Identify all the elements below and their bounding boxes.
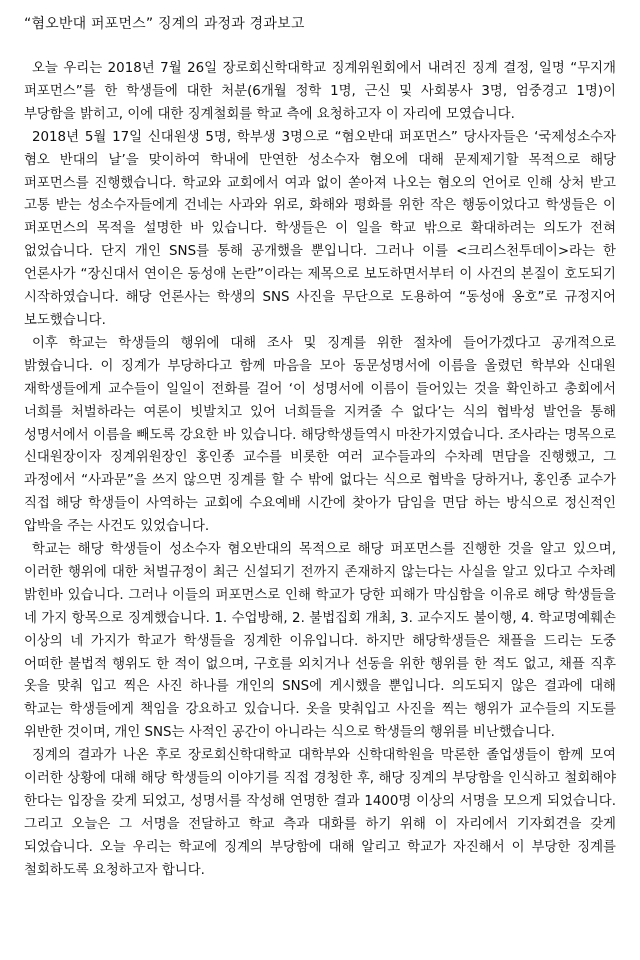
paragraph-background: 2018년 5월 17일 신대원생 5명, 학부생 3명으로 “혐오반대 퍼포먼스” 당사자들은 ‘국제성소수자 혐오 반대의 날’을 맞이하여 학내에 만연한 성소수자 혐오에 대해 문제제기할 목적으로 해당 퍼포먼스를 진행했습니다. 학교와 교회에서 여과 없이 쏟아져 나오는 혐오의 언어로 인해 상처 받고 고통 받는 성소수자들에게 건네는 사과와 위로, 화해와 평화를 위한 작은 행동이었다고 학생들은 이 퍼포먼스의 목적을 설명한 바 있습니다. 학생들은 이 일을 학교 밖으로 확대하려는 의도가 전혀 없었습니다. 단지 개인 SNS를 통해 공개했을 뿐입니다. 그러나 이를 <크리스천투데이>라는 한 언론사가 “장신대서 연이은 동성애 논란”이라는 제목으로 보도하면서부터 이 사건의 본질이 호도되기 시작하였습니다. 해당 언론사는 학생의 SNS 사진을 무단으로 도용하여 “동성애 옹호”로 규정지어 보도했습니다. xyxy=(24,129,616,328)
document-title: “혐오반대 퍼포먼스” 징계의 과정과 경과보고 xyxy=(24,16,305,32)
paragraph-investigation: 이후 학교는 학생들의 행위에 대해 조사 및 징계를 위한 절차에 들어가겠다고 공개적으로 밝혔습니다. 이 징계가 부당하다고 함께 마음을 모아 동문성명서에 이름을 올렸던 학부와 신대원 재학생들에게 교수들이 일일이 전화를 걸어 ‘이 성명서에 이름이 들어있는 것을 확인하고 총회에서 너희를 처벌하라는 여론이 빗발치고 있어 너희들을 지켜줄 수 없다’는 식의 협박성 발언을 통해 성명서에서 이름을 빼도록 강요한 바 있습니다. 해당학생들역시 마찬가지였습니다. 조사라는 명목으로 신대원장이자 징계위원장인 홍인종 교수를 비롯한 여러 교수들과의 수차례 면담을 진행했고, 그 과정에서 “사과문”을 쓰지 않으면 징계를 할 수 밖에 없다는 식으로 협박을 당하거나, 홍인종 교수가 직접 해당 학생들이 사역하는 교회에 수요예배 시간에 찾아가 담임을 면담 하는 방식으로 정신적인 압박을 주는 사건도 있었습니다. xyxy=(24,335,616,535)
paragraph-disciplinary-reasons: 학교는 해당 학생들이 성소수자 혐오반대의 목적으로 해당 퍼포먼스를 진행한 것을 알고 있으며, 이러한 행위에 대한 처벌규정이 최근 신설되기 전까지 존재하지 않는다는 사실을 알고 있다고 수차례 밝힌바 있습니다. 그러나 이들의 퍼포먼스로 인해 학교가 당한 피해가 막심함을 이유로 해당 학생들을 네 가지 항목으로 징계했습니다. 1. 수업방해, 2. 불법집회 개최, 3. 교수지도 불이행, 4. 학교명예훼손 이상의 네 가지가 학교가 학생들을 징계한 이유입니다. 하지만 해당학생들은 채플을 드리는 도중 어떠한 불법적 행위도 한 적이 없으며, 구호를 외치거나 선동을 위한 행위를 한 적도 없고, 채플 직후 옷을 맞춰 입고 찍은 사진 하나를 개인의 SNS에 게시했을 뿐입니다. 의도되지 않은 결과에 대해 학교는 학생들에게 책임을 강요하고 있습니다. 옷을 맞춰입고 사진을 찍는 행위가 교수들의 지도를 위반한 것이며, 개인 SNS는 사적인 공간이 아니라는 식으로 학생들의 행위를 비난했습니다. xyxy=(24,542,616,741)
paragraph-petition: 징계의 결과가 나온 후로 장로회신학대학교 대학부와 신학대학원을 막론한 졸업생들이 함께 모여 이러한 상황에 대해 해당 학생들의 이야기를 직접 경청한 후, 해당 징계의 부당함을 인식하고 철회해야 한다는 입장을 갖게 되었고, 성명서를 작성해 연명한 결과 1400명 이상의 서명을 모으게 되었습니다. 그리고 오늘은 그 서명을 전달하고 학교 측과 대화를 하기 위해 이 자리에서 기자회견을 갖게 되었습니다. 오늘 우리는 학교에 징계의 부당함에 대해 알리고 학교가 자진해서 이 부당한 징계를 철회하도록 요청하고자 합니다. xyxy=(24,748,616,878)
paragraph-intro: 오늘 우리는 2018년 7월 26일 장로회신학대학교 징계위원회에서 내려진 징계 결정, 일명 “무지개 퍼포먼스”를 한 학생들에 대한 처분(6개월 정학 1명, 근신 및 사회봉사 3명, 엄중경고 1명)이 부당함을 밝히고, 이에 대한 징계철회를 학교 측에 요청하고자 이 자리에 모였습니다. xyxy=(24,61,616,122)
